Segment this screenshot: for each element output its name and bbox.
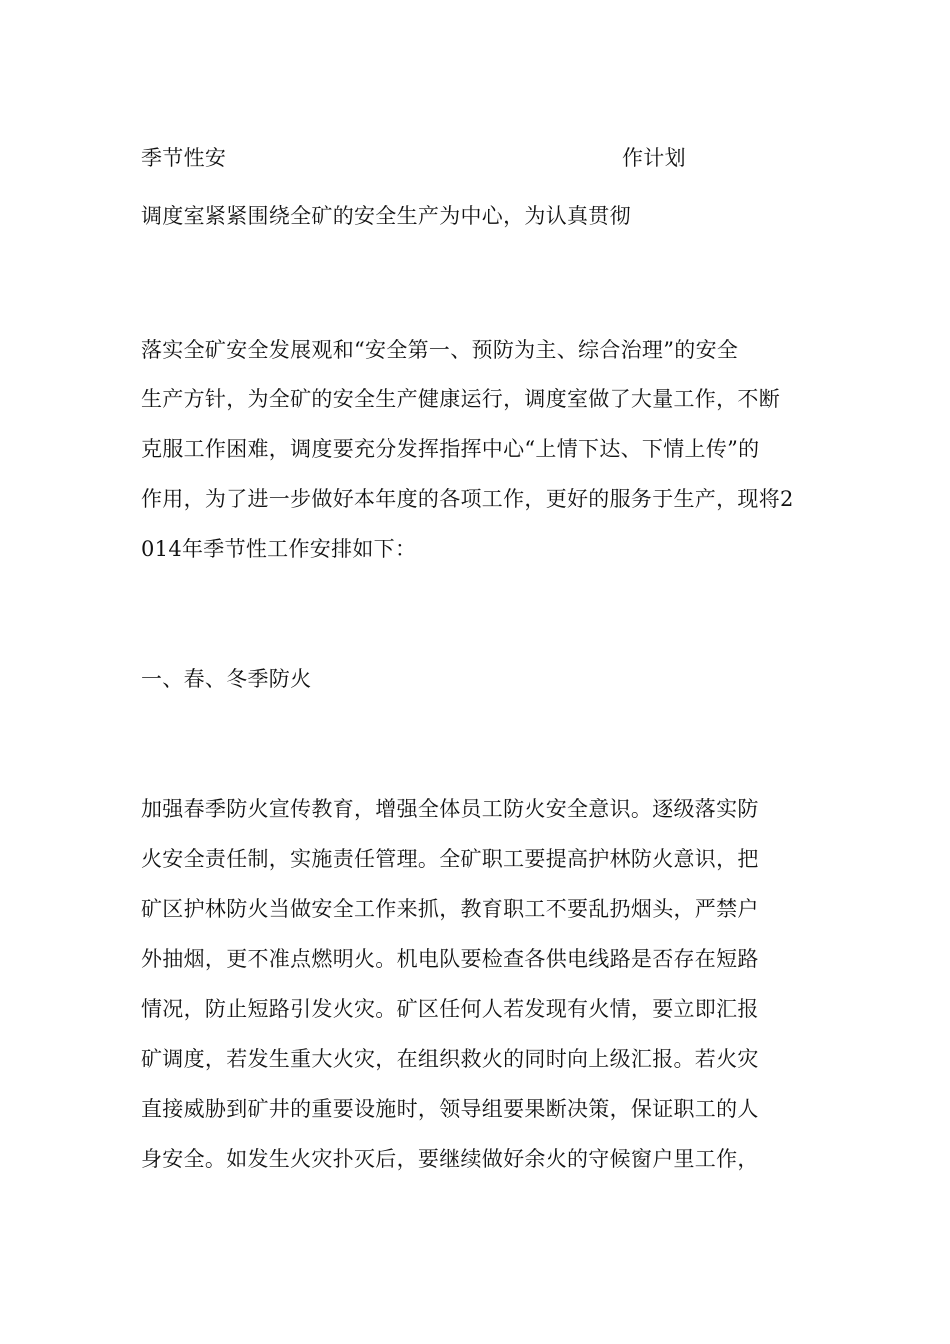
paragraph2-line-5: 情况，防止短路引发火灾。矿区任何人若发现有火情，要立即汇报 — [141, 997, 759, 1021]
intro-line: 调度室紧紧围绕全矿的安全生产为中心，为认真贯彻 — [141, 204, 631, 228]
section1-heading: 一、春、冬季防火 — [141, 667, 312, 691]
paragraph1-line-5: 014年季节性工作安排如下： — [141, 537, 417, 561]
paragraph2-line-4: 外抽烟，更不准点燃明火。机电队要检查各供电线路是否存在短路 — [141, 947, 759, 971]
document-title-part2: 作计划 — [622, 146, 686, 170]
paragraph1-line-4: 作用，为了进一步做好本年度的各项工作，更好的服务于生产，现将2 — [141, 487, 794, 511]
paragraph1-line-3: 克服工作困难，调度要充分发挥指挥中心“上情下达、下情上传”的 — [141, 437, 760, 461]
paragraph1-line-2: 生产方针，为全矿的安全生产健康运行，调度室做了大量工作，不断 — [141, 387, 780, 411]
paragraph1-line-1: 落实全矿安全发展观和“安全第一、预防为主、综合治理”的安全 — [141, 338, 739, 362]
paragraph2-line-6: 矿调度，若发生重大火灾，在组织救火的同时向上级汇报。若火灾 — [141, 1047, 759, 1071]
document-title-part1: 季节性安 — [141, 146, 227, 170]
paragraph2-line-3: 矿区护林防火当做安全工作来抓，教育职工不要乱扔烟头，严禁户 — [141, 897, 759, 921]
paragraph2-line-1: 加强春季防火宣传教育，增强全体员工防火安全意识。逐级落实防 — [141, 797, 759, 821]
paragraph2-line-8: 身安全。如发生火灾扑灭后，要继续做好余火的守候窗户里工作， — [141, 1147, 759, 1171]
paragraph2-line-2: 火安全责任制，实施责任管理。全矿职工要提高护林防火意识，把 — [141, 847, 759, 871]
paragraph2-line-7: 直接威胁到矿井的重要设施时，领导组要果断决策，保证职工的人 — [141, 1097, 759, 1121]
